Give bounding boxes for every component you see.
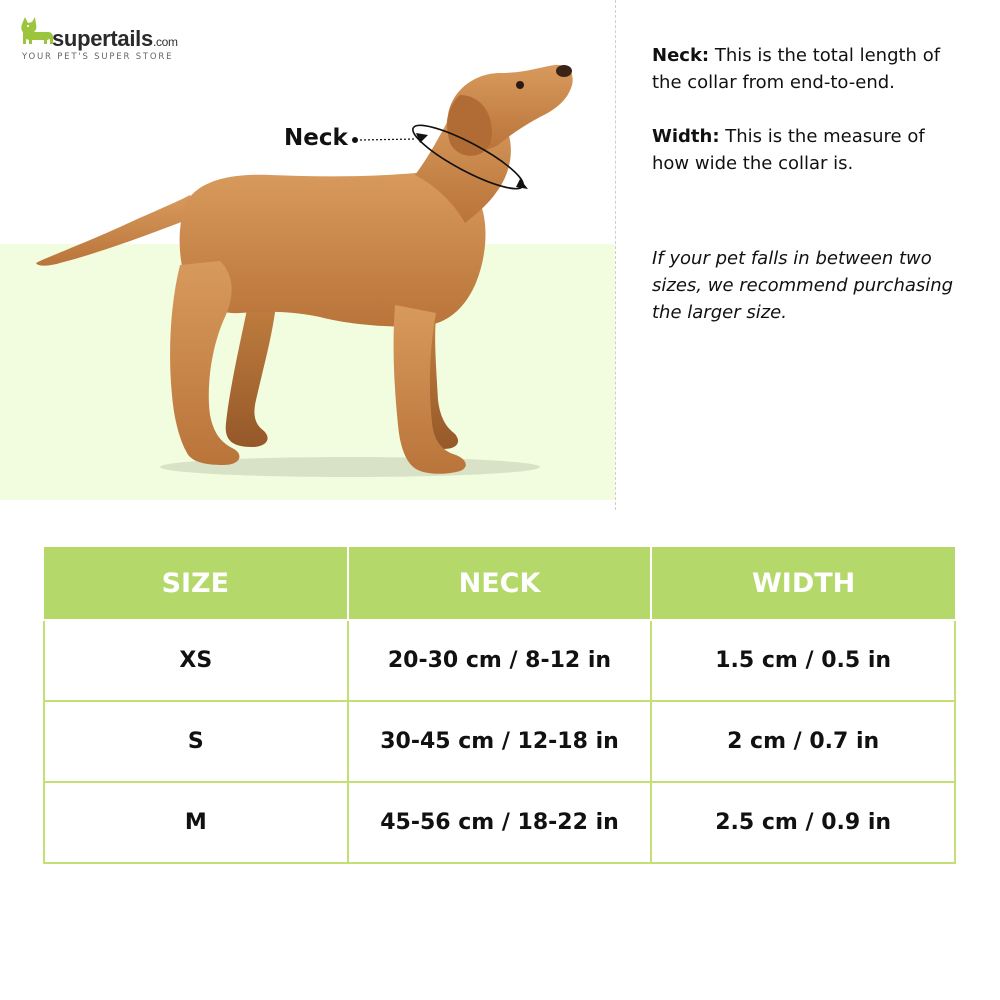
table-row [44,620,955,701]
neck-definition [652,42,962,96]
logo-tagline: YOUR PET'S SUPER STORE [22,52,174,62]
size-chart-table [43,547,956,864]
logo-wordmark [52,26,178,55]
sizing-note: If your pet falls in between two sizes, we recommend purchasing the larger size. [652,248,954,323]
cell-width: 2.5 cm / 0.9 in [651,782,955,863]
logo-tld: .com [152,35,178,49]
width-term: Width: [652,126,720,147]
header-width: WIDTH [651,547,955,620]
width-description: This is the measure of how wide the collar is. [652,126,925,174]
cell-neck: 30-45 cm / 12-18 in [348,701,652,782]
neck-term: Neck: [652,45,710,66]
cell-width: 1.5 cm / 0.5 in [651,620,955,701]
neck-callout-label: Neck [284,125,348,151]
table-header-row [44,547,955,620]
cell-size: M [44,782,348,863]
neck-description: This is the total length of the collar from end-to-end. [652,45,941,93]
cell-size: XS [44,620,348,701]
logo-name: supertails [52,26,153,51]
panel-divider [615,0,616,510]
table-row [44,782,955,863]
header-neck: NECK [348,547,652,620]
cell-neck: 20-30 cm / 8-12 in [348,620,652,701]
width-definition [652,123,962,177]
cell-size: S [44,701,348,782]
header-size: SIZE [44,547,348,620]
dog-icon [20,14,54,48]
illustration-panel [0,0,615,500]
cell-width: 2 cm / 0.7 in [651,701,955,782]
cell-neck: 45-56 cm / 18-22 in [348,782,652,863]
table-row [44,701,955,782]
dog-photo [20,55,610,495]
